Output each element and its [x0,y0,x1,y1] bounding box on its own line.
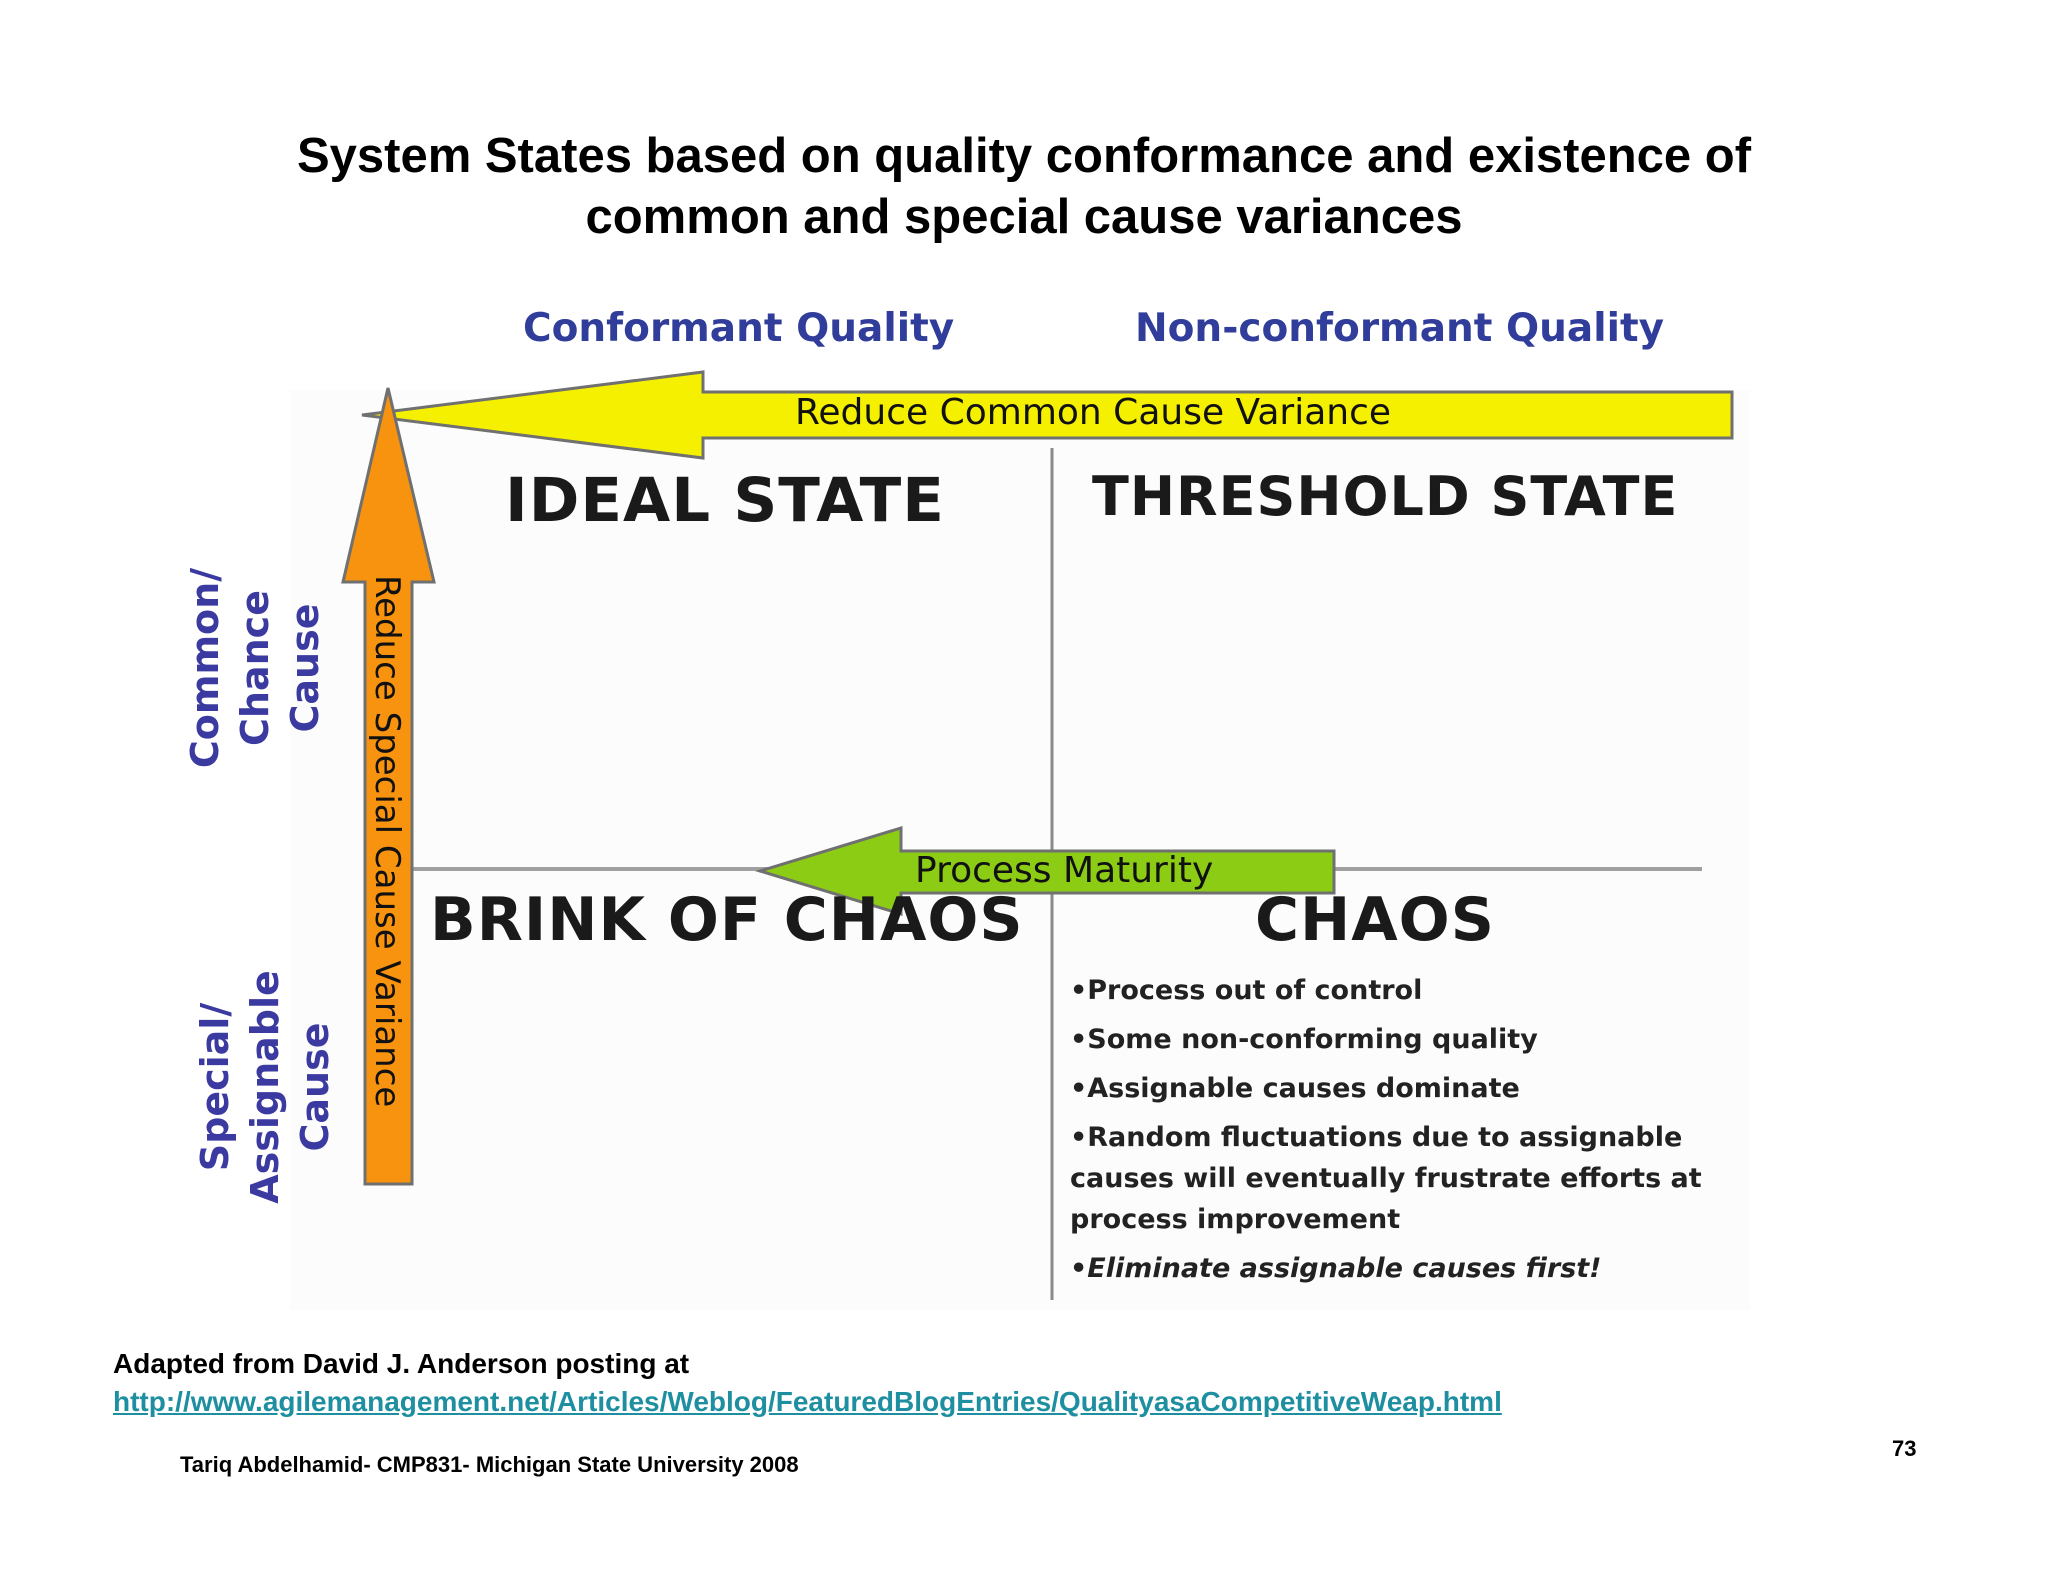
credit-text: Adapted from David J. Anderson posting at [113,1348,690,1379]
title-line-2: common and special cause variances [585,190,1463,244]
chaos-bullet-4-cont-1: causes will eventually frustrate efforts at [1070,1163,1702,1194]
chaos-bullet-2: •Some non-conforming quality [1070,1024,1538,1055]
source-link[interactable]: http://www.agilemanagement.net/Articles/Weblog/FeaturedBlogEntries/QualityasaCompetitiveWeap.html [113,1386,1502,1417]
title-line-1: System States based on quality conformance and existence of [296,129,1752,183]
row-header-special-line-2: Assignable [243,970,287,1204]
chaos-label: CHAOS [1255,885,1495,955]
reduce-special-cause-label: Reduce Special Cause Variance [367,575,407,1108]
row-header-special-line-3: Cause [293,1022,337,1152]
chaos-bullet-5: •Eliminate assignable causes first! [1070,1253,1602,1284]
row-header-common-line-2: Chance [233,590,277,746]
column-header-non-conformant: Non-conformant Quality [1135,306,1665,351]
chaos-bullet-3: •Assignable causes dominate [1070,1073,1520,1104]
ideal-state-label: IDEAL STATE [505,465,945,536]
row-header-common-cause [180,548,330,788]
footer-text: Tariq Abdelhamid- CMP831- Michigan State University 2008 [180,1452,799,1477]
row-header-special-line-1: Special/ [193,1002,237,1172]
chaos-bullet-list [1070,970,1702,1289]
reduce-common-cause-label: Reduce Common Cause Variance [795,392,1392,433]
row-header-special-cause [190,957,340,1217]
chaos-bullet-1: •Process out of control [1070,975,1423,1006]
source-credit [113,1345,1502,1421]
chaos-bullet-4-cont-2: process improvement [1070,1204,1401,1235]
chaos-bullet-4: •Random fluctuations due to assignable [1070,1122,1683,1153]
process-maturity-label: Process Maturity [915,850,1214,891]
brink-of-chaos-label: BRINK OF CHAOS [430,885,1024,955]
threshold-state-label: THRESHOLD STATE [1092,465,1679,528]
column-header-conformant: Conformant Quality [523,306,955,351]
row-header-common-line-1: Common/ [183,567,227,769]
row-header-common-line-3: Cause [283,603,327,733]
page-number: 73 [1892,1436,1917,1461]
